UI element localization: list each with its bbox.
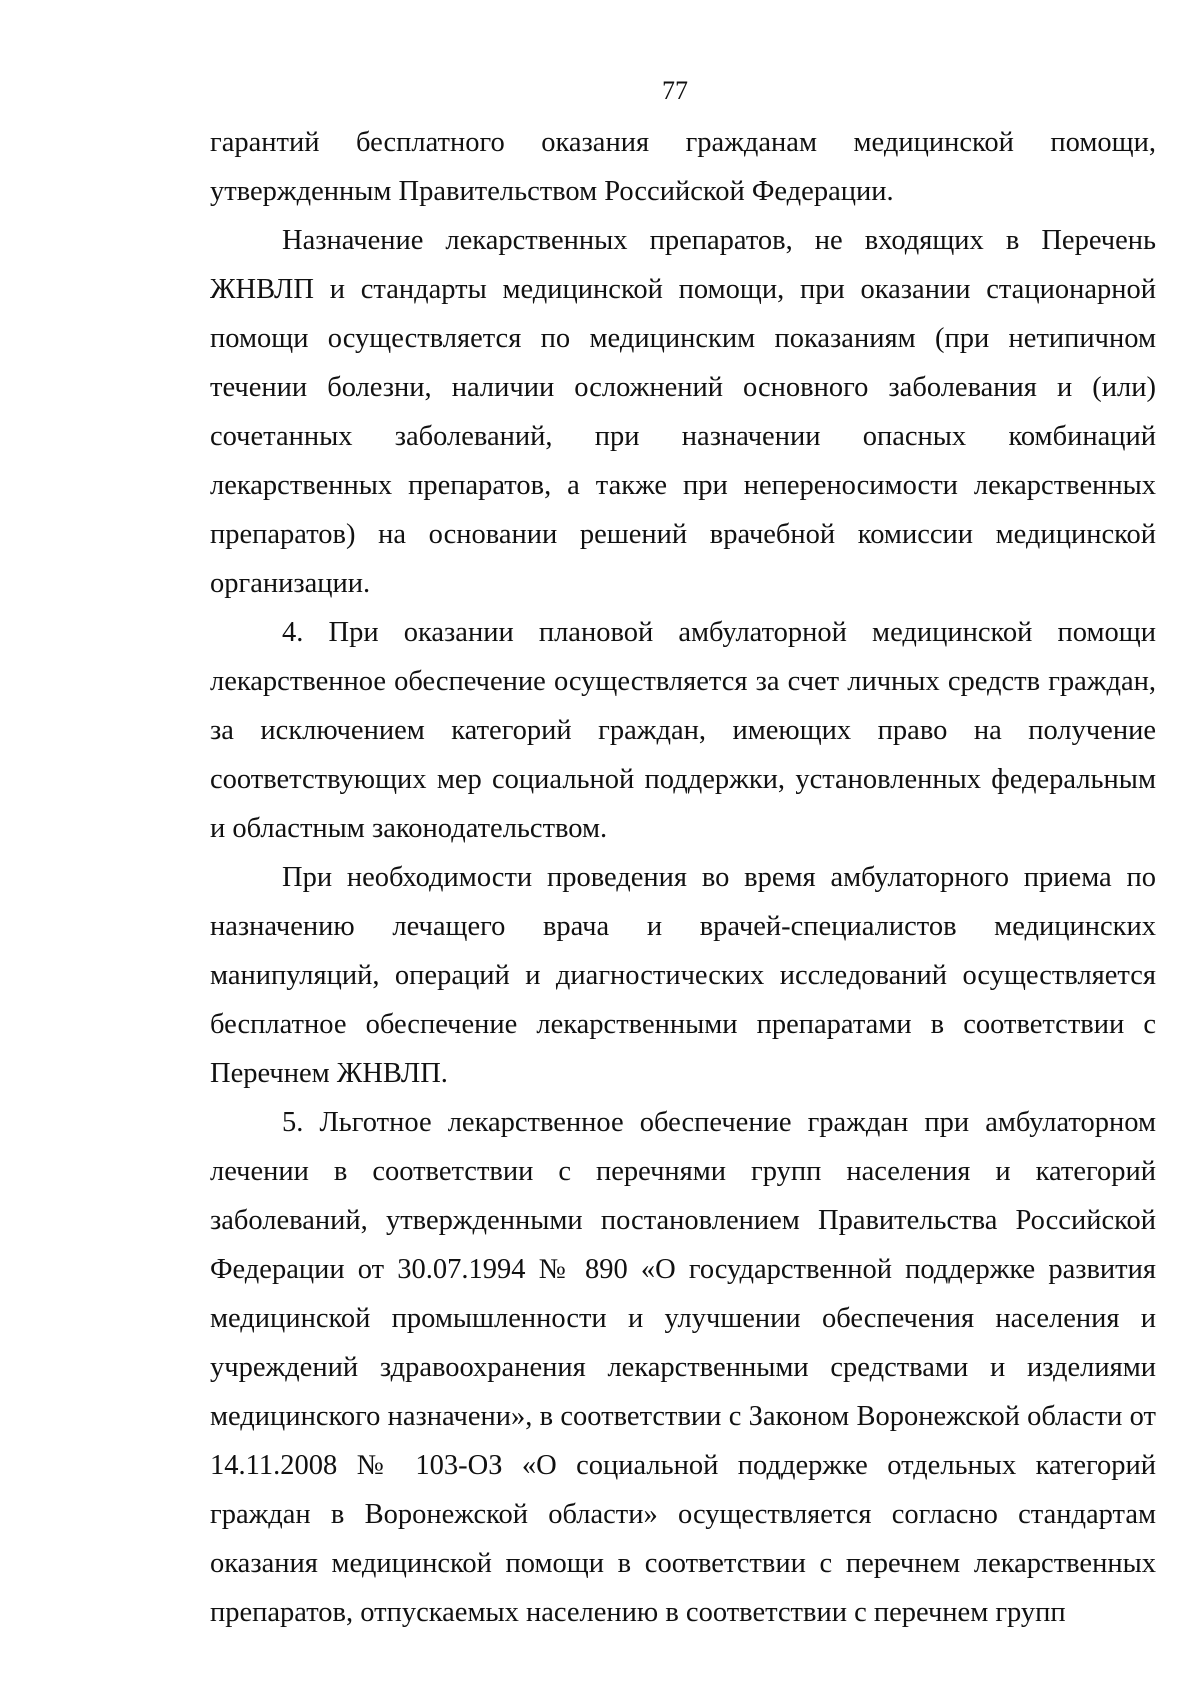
paragraph-drug-prescription: Назначение лекарственных препаратов, не входящих в Перечень ЖНВЛП и стандарты медицинской помощи, при оказании стационарной помощи осуществляется по медицинским показаниям (при нетипичном течении болезни, наличии осложнений основного заболевания и (или) сочетанных заболеваний, при назначении опасных комбинаций лекарственных препаратов, а также при непереносимости лекарственных препаратов) на основании решений врачебной комиссии медицинской организации. — [210, 225, 1156, 599]
document-body — [210, 118, 1156, 1637]
paragraph-outpatient-free-supply: При необходимости проведения во время амбулаторного приема по назначению лечащего врача и врачей-специалистов медицинских манипуляций, операций и диагностических исследований осуществляется бесплатное обеспечение лекарственными препаратами в соответствии с Перечнем ЖНВЛП. — [210, 862, 1156, 1089]
paragraph-item-4: 4. При оказании плановой амбулаторной медицинской помощи лекарственное обеспечение осуществляется за счет личных средств граждан, за исключением категорий граждан, имеющих право на получение соответствующих мер социальной поддержки, установленных федеральным и областным законодательством. — [210, 617, 1156, 844]
page-number: 77 — [662, 76, 688, 105]
paragraph-item-5: 5. Льготное лекарственное обеспечение граждан при амбулаторном лечении в соответствии с перечнями групп населения и категорий заболеваний, утвержденными постановлением Правительства Российской Федерации от 30.07.1994 № 890 «О государственной поддержке развития медицинской промышленности и улучшении обеспечения населения и учреждений здравоохранения лекарственными средствами и изделиями медицинского назначени», в соответствии с Законом Воронежской области от 14.11.2008 № 103-ОЗ «О социальной поддержке отдельных категорий граждан в Воронежской области» осуществляется согласно стандартам оказания медицинской помощи в соответствии с перечнем лекарственных препаратов, отпускаемых населению в соответствии с перечнем групп — [210, 1107, 1156, 1628]
paragraph-continuation: гарантий бесплатного оказания гражданам медицинской помощи, утвержденным Правительством Российской Федерации. — [210, 127, 1156, 207]
